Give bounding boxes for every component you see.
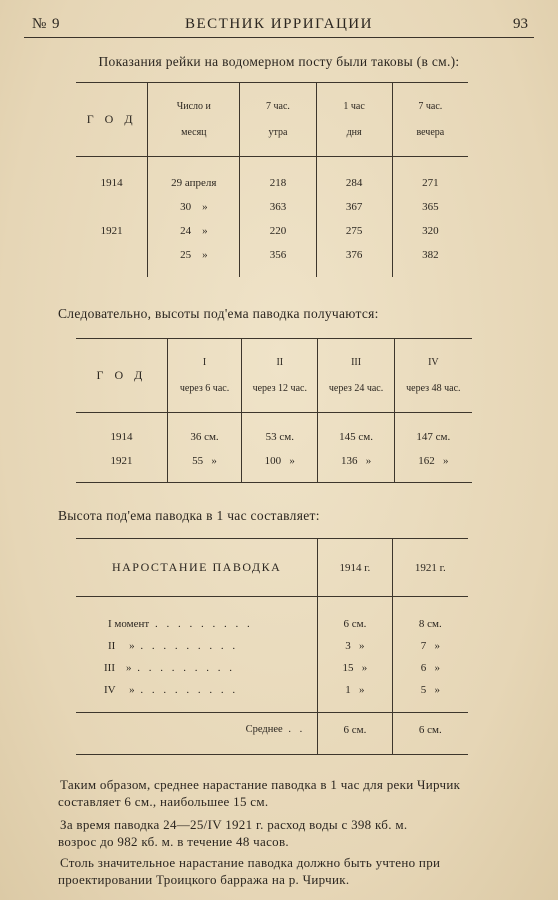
page-number: 93 [513, 16, 528, 32]
col-1914-header: 1914 г. [318, 539, 392, 597]
table-row: I момент . . . . . . . . . 6 см. 8 см. [76, 613, 468, 635]
table-row: 1921 24 » 220 275 320 [76, 219, 468, 243]
col-48h-header: IV через 48 час. [394, 339, 472, 413]
conclusion-paragraph-2b: возрос до 982 кб. м. в течение 48 часов. [58, 834, 289, 849]
conclusion-paragraph-2: За время паводка 24—25/IV 1921 г. расход воды с 398 кб. м. [60, 817, 408, 832]
table-row: 1921 55 » 100 » 136 » 162 » [76, 449, 472, 473]
intro-hourly-rise: Высота под'ема паводка в 1 час составляет: [58, 508, 320, 523]
running-header [0, 14, 558, 38]
col-rise-header: НАРОСТАНИЕ ПАВОДКА [76, 539, 318, 597]
table-row: 1914 36 см. 53 см. 145 см. 147 см. [76, 425, 472, 449]
col-24h-header: III через 24 час. [318, 339, 394, 413]
issue-number: № 9 [32, 16, 61, 32]
col-6h-header: I через 6 час. [167, 339, 241, 413]
col-7am-header: 7 час. утра [240, 83, 316, 157]
col-1921-header: 1921 г. [392, 539, 468, 597]
gauge-readings-table [76, 82, 468, 277]
col-1pm-header: 1 час дня [316, 83, 392, 157]
table-row: 1914 29 апреля 218 284 271 [76, 171, 468, 195]
col-year-header: Г О Д [76, 339, 167, 413]
hourly-rise-table [76, 538, 468, 755]
table-row: 30 » 363 367 365 [76, 195, 468, 219]
table-row: IV » . . . . . . . . . 1 » 5 » [76, 679, 468, 701]
intro-gauge-readings: Показания рейки на водомерном посту были таковы (в см.): [98, 54, 460, 69]
conclusion-paragraph-3: Столь значительное нарастание паводка должно быть учтено при [60, 855, 441, 870]
header-rule [24, 37, 534, 38]
table-row: III » . . . . . . . . . 15 » 6 » [76, 657, 468, 679]
col-year-header: Г О Д [76, 83, 148, 157]
col-date-header: Число и месяц [148, 83, 240, 157]
intro-flood-heights: Следовательно, высоты под'ема паводка получаются: [58, 306, 379, 321]
table-row: II » . . . . . . . . . 3 » 7 » [76, 635, 468, 657]
col-7pm-header: 7 час. вечера [392, 83, 468, 157]
conclusion-paragraph-1: Таким образом, среднее нарастание паводка в 1 час для реки Чирчик [60, 777, 461, 792]
conclusion-paragraph-3b: проектировании Троицкого барража на р. Чирчик. [58, 872, 350, 887]
conclusion-paragraph-1b: составляет 6 см., наибольшее 15 см. [58, 794, 269, 809]
average-row: Среднее . . 6 см. 6 см. [76, 713, 468, 747]
col-12h-header: II через 12 час. [242, 339, 318, 413]
flood-height-table [76, 338, 472, 483]
table-row: 25 » 356 376 382 [76, 243, 468, 267]
journal-title: ВЕСТНИК ИРРИГАЦИИ [185, 16, 373, 32]
